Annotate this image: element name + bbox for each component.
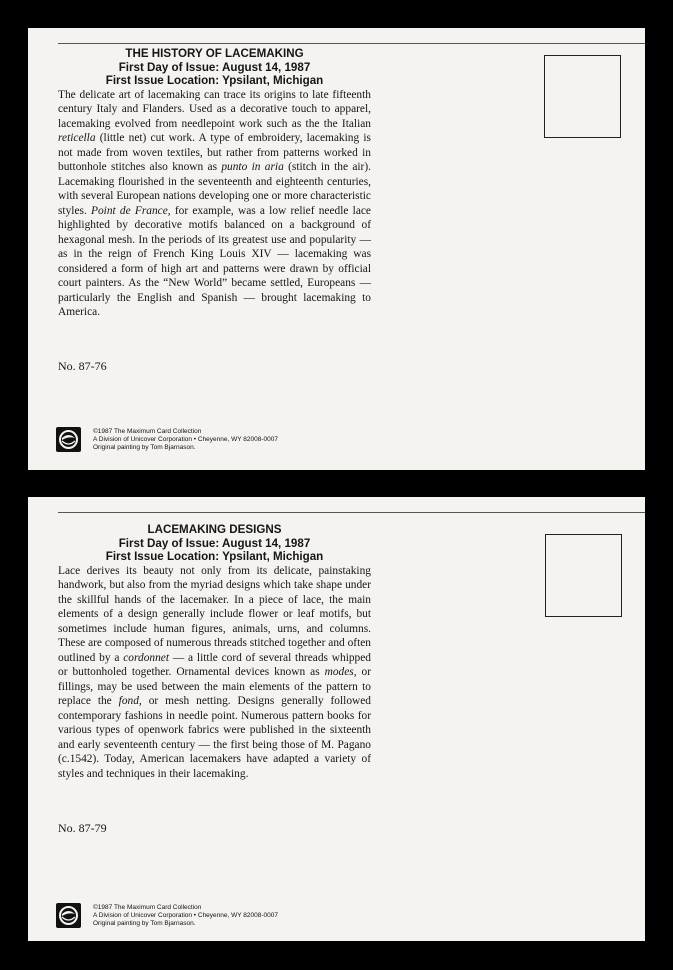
first-issue-location: First Issue Location: Ypsilant, Michigan xyxy=(105,74,324,87)
stamp-placeholder-box xyxy=(545,534,622,617)
publisher-text xyxy=(93,428,278,452)
card-text xyxy=(58,523,371,781)
italic-term: punto in aria xyxy=(221,161,284,173)
card-description xyxy=(58,564,371,782)
publisher-info xyxy=(56,427,278,452)
publisher-text xyxy=(93,904,278,928)
body-run: or fillings, may be used between the main elements of the pattern to replace the xyxy=(58,666,371,707)
first-day-of-issue: First Day of Issue: August 14, 1987 xyxy=(118,536,311,550)
body-run: — a little cord of several threads whipped or buttonholed together. Ornamental devices known as xyxy=(58,651,371,678)
body-run: The delicate art of lacemaking can trace its origins to late fifteenth century Italy and Flanders. Used as a decorative touch to apparel, lacemaking evolved from needlepoint work such as the the Italian xyxy=(58,88,371,130)
division-line: A Division of Unicover Corporation • Cheyenne, WY 82008-0007 xyxy=(93,911,278,919)
postcard-lacemaking-designs xyxy=(28,497,645,941)
first-day-of-issue: First Day of Issue: August 14, 1987 xyxy=(118,60,311,74)
italic-term: modes, xyxy=(324,666,357,678)
body-run: or mesh netting. Designs generally followed contemporary fashions in needle point. Numerous pattern books for various types of openwork fabrics were published in the sixteenth and early seventeenth century — the first being those of M. Pagano (c.1542). Today, American lacemakers have adapted a variety of styles and techniques in their lacemaking. xyxy=(58,695,371,780)
italic-term: Point de France, xyxy=(91,204,171,217)
painting-credit-line: Original painting by Tom Bjarnason. xyxy=(93,919,196,927)
copyright-line: ©1987 The Maximum Card Collection xyxy=(93,903,202,911)
unicover-logo-icon xyxy=(56,427,81,452)
italic-term: cordonnet xyxy=(123,651,170,664)
card-title: THE HISTORY OF LACEMAKING xyxy=(125,47,304,60)
unicover-logo-icon xyxy=(56,903,81,928)
body-run: for example, was a low relief needle lace highlighted by decorative motifs balanced on a background of hexagonal mesh. In the periods of its greatest use and popularity — as in the reign of French King Louis XIV — lacemaking was considered a form of high art and patterns were drawn by official court painters. As the “New World” became settled, Europeans — particularly the English and Spanish — brought lacemaking to America. xyxy=(58,204,371,318)
italic-term: fond, xyxy=(118,695,142,707)
card-text xyxy=(58,47,371,320)
top-rule xyxy=(58,43,645,44)
italic-term: reticella xyxy=(58,132,96,144)
copyright-line: ©1987 The Maximum Card Collection xyxy=(93,427,202,435)
card-description xyxy=(58,88,371,320)
card-number: No. 87-76 xyxy=(58,359,107,373)
top-rule xyxy=(58,512,645,513)
card-number: No. 87-79 xyxy=(58,821,107,835)
division-line: A Division of Unicover Corporation • Cheyenne, WY 82008-0007 xyxy=(93,435,278,443)
first-issue-location: First Issue Location: Ypsilant, Michigan xyxy=(105,550,324,563)
publisher-info xyxy=(56,903,278,928)
painting-credit-line: Original painting by Tom Bjarnason. xyxy=(93,443,196,451)
body-run: Lace derives its beauty not only from its delicate, painstaking handwork, but also from the myriad designs which take shape under the skillful hands of the lacemaker. In a piece of lace, the main elements of a design generally include flower or leaf motifs, but sometimes include human figures, animals, urns, and columns. These are composed of numerous threads stitched together and often outlined by a xyxy=(58,564,371,664)
postcard-history-of-lacemaking xyxy=(28,28,645,470)
card-title: LACEMAKING DESIGNS xyxy=(147,523,282,536)
body-run: (little net) cut work. A type of embroidery, lacemaking is not made from woven textiles, but rather from patterns worked in buttonhole stitches also known as xyxy=(58,132,371,173)
body-run: (stitch in the air). Lacemaking flourished in the seventeenth and eighteenth centuries, with several European nations developing one or more characteristic styles. xyxy=(58,161,371,217)
stamp-placeholder-box xyxy=(544,55,621,138)
